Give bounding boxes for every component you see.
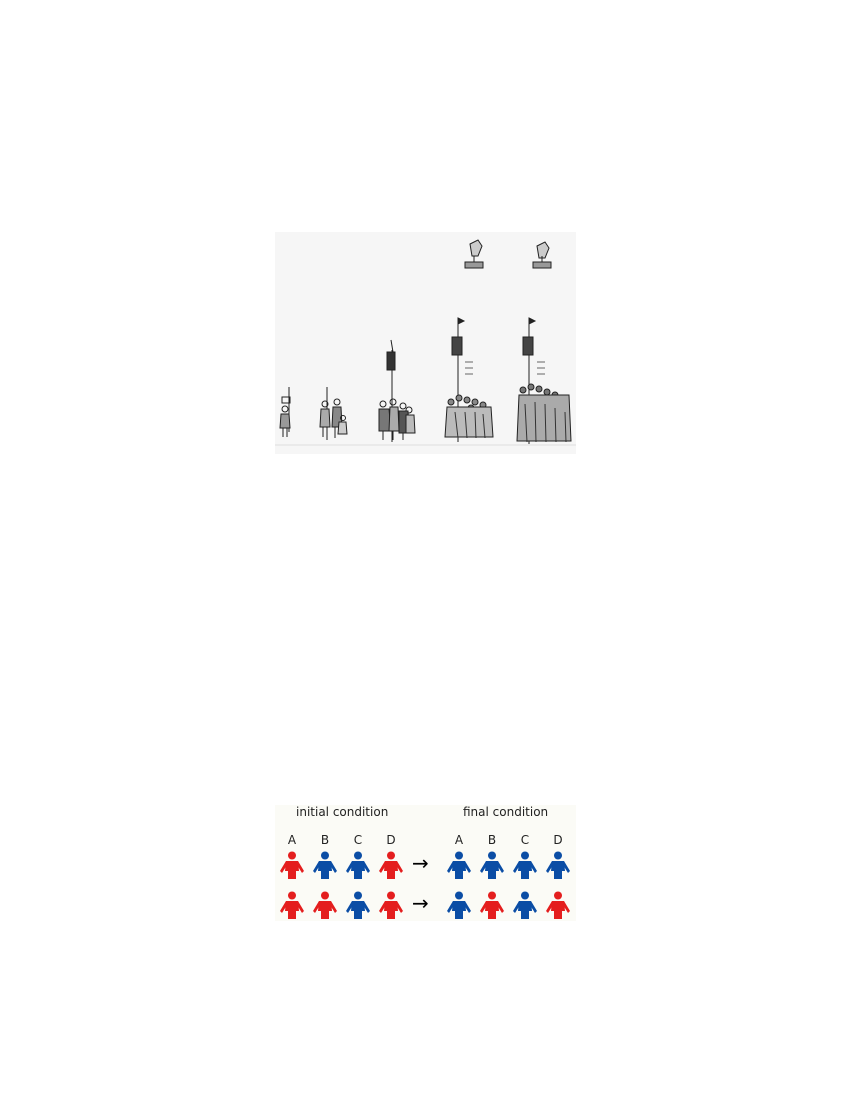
person-blue-icon bbox=[511, 851, 539, 879]
person-blue-icon bbox=[344, 891, 372, 919]
person-blue-icon bbox=[344, 851, 372, 879]
person-red-icon bbox=[544, 891, 572, 919]
initial-label-a: A bbox=[287, 833, 297, 847]
person-red-icon bbox=[377, 851, 405, 879]
person-blue-icon bbox=[478, 851, 506, 879]
condition-diagram bbox=[275, 805, 576, 921]
arrow-row-1: → bbox=[412, 851, 429, 875]
person-blue-icon bbox=[511, 891, 539, 919]
final-label-c: C bbox=[520, 833, 530, 847]
person-red-icon bbox=[278, 891, 306, 919]
flagpole-cartoon bbox=[275, 232, 576, 454]
person-red-icon bbox=[478, 891, 506, 919]
person-blue-icon bbox=[445, 891, 473, 919]
final-label-b: B bbox=[487, 833, 497, 847]
person-blue-icon bbox=[311, 851, 339, 879]
final-label-a: A bbox=[454, 833, 464, 847]
initial-condition-title: initial condition bbox=[296, 805, 389, 819]
person-red-icon bbox=[311, 891, 339, 919]
arrow-row-2: → bbox=[412, 891, 429, 915]
final-label-d: D bbox=[553, 833, 563, 847]
final-condition-title: final condition bbox=[463, 805, 549, 819]
person-blue-icon bbox=[544, 851, 572, 879]
person-red-icon bbox=[377, 891, 405, 919]
initial-label-d: D bbox=[386, 833, 396, 847]
person-red-icon bbox=[278, 851, 306, 879]
person-blue-icon bbox=[445, 851, 473, 879]
initial-label-b: B bbox=[320, 833, 330, 847]
initial-label-c: C bbox=[353, 833, 363, 847]
